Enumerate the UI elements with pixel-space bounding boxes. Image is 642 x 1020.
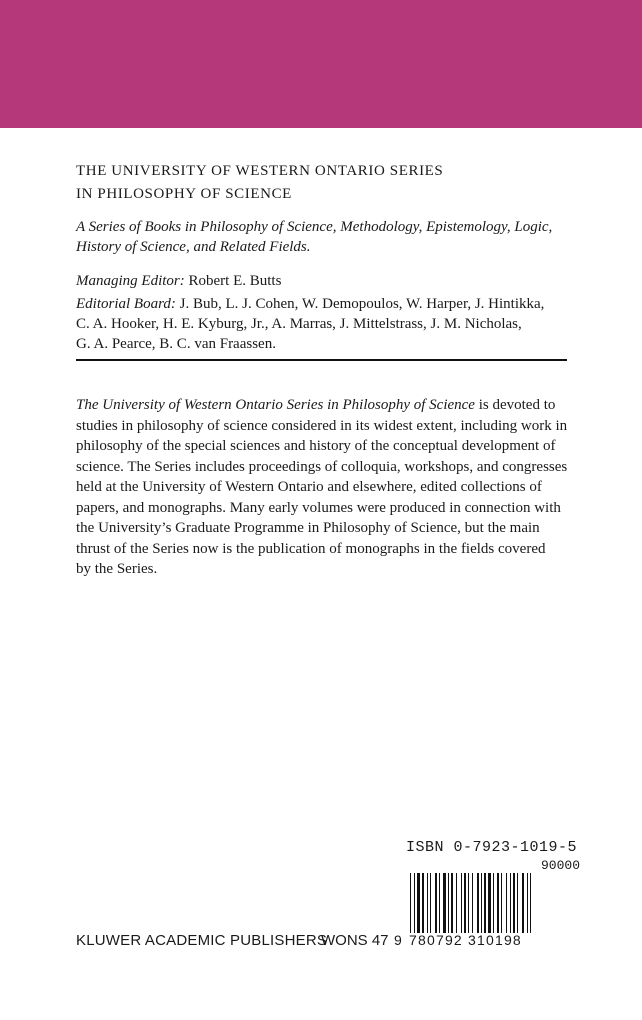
barcode-stripe (472, 873, 473, 933)
barcode-stripe (477, 873, 479, 933)
series-code: WONS 47 (321, 932, 389, 949)
editorial-board (76, 294, 576, 354)
blurb-line: science. The Series includes proceedings of colloquia, workshops, and congresses (76, 458, 568, 475)
publisher-name: KLUWER ACADEMIC PUBLISHERS (76, 932, 328, 949)
barcode-stripe (527, 873, 528, 933)
editorial-board-line-2: C. A. Hooker, H. E. Kyburg, Jr., A. Marras, J. Mittelstrass, J. M. Nicholas, (76, 316, 522, 332)
managing-editor-name: Robert E. Butts (188, 273, 282, 289)
barcode-stripe (410, 873, 411, 933)
top-color-band (0, 0, 642, 128)
barcode-stripe (488, 873, 491, 933)
barcode-stripe (439, 873, 440, 933)
divider-rule (76, 359, 567, 361)
barcode-stripe (513, 873, 515, 933)
isbn-label: ISBN 0-7923-1019-5 (406, 839, 578, 856)
price-code: 90000 (540, 858, 580, 873)
barcode-stripe (517, 873, 518, 933)
barcode-first-digit: 9 (394, 932, 402, 948)
barcode-stripe (435, 873, 437, 933)
series-description-line-1: A Series of Books in Philosophy of Science, Methodology, Epistemology, Logic, (76, 219, 553, 235)
barcode (394, 858, 586, 958)
barcode-stripe (414, 873, 415, 933)
managing-editor-label: Managing Editor: (76, 273, 185, 289)
barcode-stripe (456, 873, 457, 933)
series-title (76, 160, 576, 206)
blurb-series-name: The University of Western Ontario Series in Philosophy of Science (76, 397, 475, 413)
series-title-line-1: THE UNIVERSITY OF WESTERN ONTARIO SERIES (76, 163, 444, 179)
barcode-digits: 780792 310198 (409, 932, 522, 948)
series-description (76, 217, 576, 257)
barcode-stripe (430, 873, 431, 933)
barcode-stripe (464, 873, 466, 933)
editorial-board-line-1: J. Bub, L. J. Cohen, W. Demopoulos, W. Harper, J. Hintikka, (179, 296, 545, 312)
barcode-stripe (443, 873, 446, 933)
blurb-line: the University’s Graduate Programme in Philosophy of Science, but the main (76, 520, 540, 536)
barcode-stripe (497, 873, 499, 933)
editorial-board-line-3: G. A. Pearce, B. C. van Fraassen. (76, 336, 276, 352)
barcode-stripe (422, 873, 424, 933)
barcode-stripe (448, 873, 449, 933)
series-title-line-2: IN PHILOSOPHY OF SCIENCE (76, 186, 292, 202)
barcode-stripe (481, 873, 482, 933)
blurb-line: studies in philosophy of science considered in its widest extent, including work in (76, 417, 568, 434)
barcode-stripe (484, 873, 486, 933)
barcode-stripe (461, 873, 462, 933)
barcode-stripe (530, 873, 531, 933)
barcode-stripe (522, 873, 524, 933)
blurb-line: philosophy of the special sciences and history of the conceptual development of (76, 438, 556, 454)
blurb-line: thrust of the Series now is the publication of monographs in the fields covered (76, 540, 546, 557)
blurb-line: by the Series. (76, 561, 158, 577)
series-description-line-2: History of Science, and Related Fields. (76, 239, 311, 255)
blurb-line: papers, and monographs. Many early volumes were produced in connection with (76, 499, 561, 516)
managing-editor (76, 271, 576, 291)
barcode-stripe (506, 873, 507, 933)
barcode-stripe (417, 873, 420, 933)
barcode-stripe (510, 873, 511, 933)
blurb-line: held at the University of Western Ontario and elsewhere, edited collections of (76, 479, 542, 495)
series-blurb (76, 395, 576, 580)
barcode-stripe (493, 873, 494, 933)
blurb-line-1-rest: is devoted to (474, 397, 556, 413)
editorial-board-label: Editorial Board: (76, 296, 176, 312)
barcode-stripe (501, 873, 502, 933)
barcode-stripe (427, 873, 428, 933)
barcode-stripe (468, 873, 469, 933)
barcode-bars (408, 873, 584, 933)
barcode-stripe (451, 873, 453, 933)
